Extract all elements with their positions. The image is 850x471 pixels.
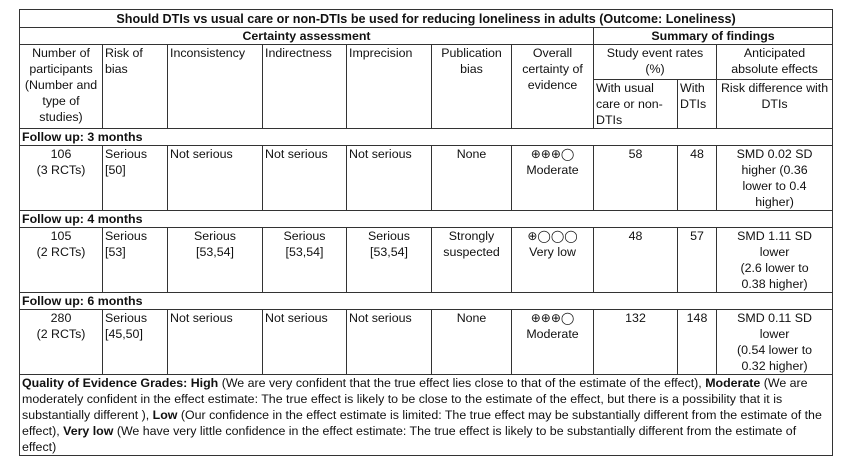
imprecision-cell: Not serious bbox=[347, 146, 432, 211]
risk-of-bias-cell: Serious [45,50] bbox=[103, 310, 168, 375]
usual-care-cell: 48 bbox=[594, 228, 678, 293]
participants-cell: 105 (2 RCTs) bbox=[20, 228, 103, 293]
quality-grades-footnote: Quality of Evidence Grades: High (We are very confident that the true effect lies close to that of the estimate of the effect), Moderate (We are moderately confident in the effect estimate: The true effect is likely to be close to the estimate of the effect, but there is a possibility that it is substantially different ), Low (Our confidence in the effect estimate is limited: The true effect may be substantially different from the estimate of the effect), Very low (We have very little confidence in the effect estimate: The true effect is likely to be substantially different from the estimate of effect) bbox=[20, 375, 833, 456]
overall-certainty-header: Overall certainty of evidence bbox=[512, 45, 594, 129]
certainty-rating-icon: ⊕◯◯◯ bbox=[527, 229, 578, 243]
risk-of-bias-header: Risk of bias bbox=[103, 45, 168, 129]
table-title: Should DTIs vs usual care or non-DTIs be used for reducing loneliness in adults (Outcome: Loneliness) bbox=[20, 10, 833, 28]
risk-difference-cell: SMD 1.11 SD lower (2.6 lower to 0.38 higher) bbox=[717, 228, 833, 293]
participants-header: Number of participants (Number and type of studies) bbox=[20, 45, 103, 129]
summary-of-findings-header: Summary of findings bbox=[594, 28, 833, 45]
indirectness-cell: Not serious bbox=[263, 146, 347, 211]
study-event-rates-header: Study event rates (%) bbox=[594, 45, 717, 80]
certainty-cell: ⊕◯◯◯ Very low bbox=[512, 228, 594, 293]
certainty-cell: ⊕⊕⊕◯ Moderate bbox=[512, 146, 594, 211]
usual-care-cell: 58 bbox=[594, 146, 678, 211]
publication-bias-header: Publication bias bbox=[432, 45, 512, 129]
certainty-rating-icon: ⊕⊕⊕◯ bbox=[530, 147, 575, 161]
indirectness-cell: Serious [53,54] bbox=[263, 228, 347, 293]
participants-cell: 280 (2 RCTs) bbox=[20, 310, 103, 375]
inconsistency-cell: Serious [53,54] bbox=[168, 228, 263, 293]
publication-bias-cell: None bbox=[432, 310, 512, 375]
table-row bbox=[20, 146, 833, 211]
usual-care-cell: 132 bbox=[594, 310, 678, 375]
certainty-assessment-header: Certainty assessment bbox=[20, 28, 594, 45]
follow-up-label: Follow up: 4 months bbox=[20, 211, 833, 228]
imprecision-cell: Not serious bbox=[347, 310, 432, 375]
certainty-cell: ⊕⊕⊕◯ Moderate bbox=[512, 310, 594, 375]
participants-cell: 106 (3 RCTs) bbox=[20, 146, 103, 211]
table-row bbox=[20, 310, 833, 375]
risk-of-bias-cell: Serious [53] bbox=[103, 228, 168, 293]
risk-difference-header: Risk difference with DTIs bbox=[717, 80, 833, 129]
with-dtis-cell: 57 bbox=[678, 228, 717, 293]
certainty-rating-icon: ⊕⊕⊕◯ bbox=[530, 311, 575, 325]
publication-bias-cell: Strongly suspected bbox=[432, 228, 512, 293]
usual-care-header: With usual care or non-DTIs bbox=[594, 80, 678, 129]
imprecision-cell: Serious [53,54] bbox=[347, 228, 432, 293]
inconsistency-header: Inconsistency bbox=[168, 45, 263, 129]
imprecision-header: Imprecision bbox=[347, 45, 432, 129]
with-dtis-header: With DTIs bbox=[678, 80, 717, 129]
with-dtis-cell: 48 bbox=[678, 146, 717, 211]
indirectness-header: Indirectness bbox=[263, 45, 347, 129]
inconsistency-cell: Not serious bbox=[168, 146, 263, 211]
indirectness-cell: Not serious bbox=[263, 310, 347, 375]
risk-of-bias-cell: Serious [50] bbox=[103, 146, 168, 211]
with-dtis-cell: 148 bbox=[678, 310, 717, 375]
risk-difference-cell: SMD 0.02 SD higher (0.36 lower to 0.4 higher) bbox=[717, 146, 833, 211]
follow-up-label: Follow up: 3 months bbox=[20, 129, 833, 146]
grade-evidence-table bbox=[19, 9, 833, 456]
anticipated-effects-header: Anticipated absolute effects bbox=[717, 45, 833, 80]
risk-difference-cell: SMD 0.11 SD lower (0.54 lower to 0.32 higher) bbox=[717, 310, 833, 375]
inconsistency-cell: Not serious bbox=[168, 310, 263, 375]
publication-bias-cell: None bbox=[432, 146, 512, 211]
follow-up-label: Follow up: 6 months bbox=[20, 293, 833, 310]
table-row bbox=[20, 228, 833, 293]
